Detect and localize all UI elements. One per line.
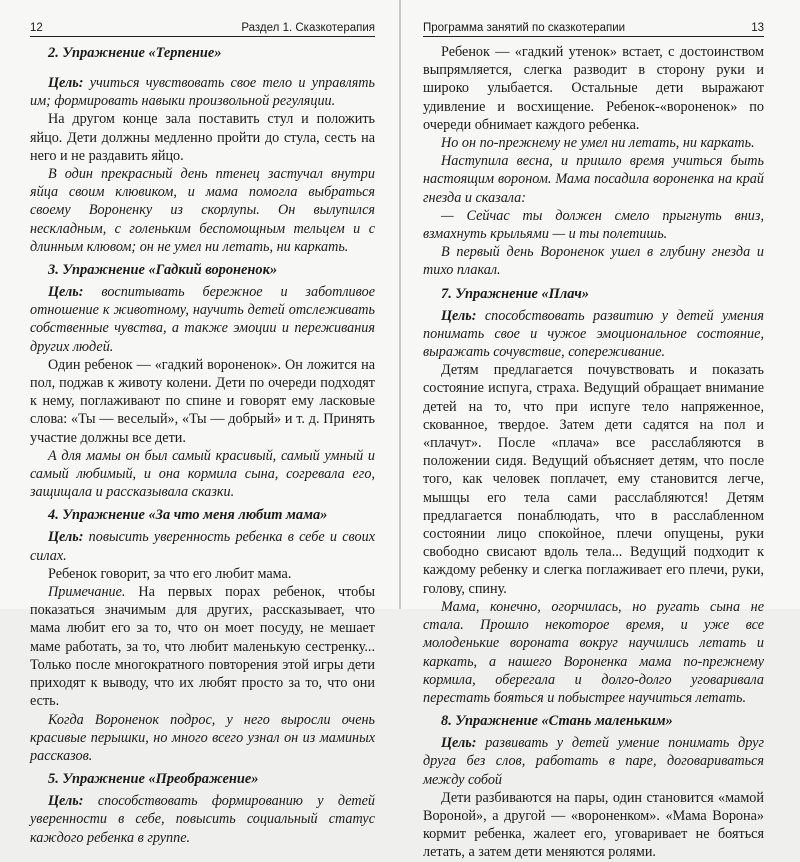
story-paragraph: Когда Вороненок подрос, у него выросли очень красивые перышки, но много всего узнал он из маминых рассказов. [30, 711, 375, 764]
goal-label: Цель: [441, 307, 477, 324]
goal-paragraph [30, 283, 375, 356]
page-number: 12 [30, 22, 43, 34]
left-page [0, 0, 399, 846]
goal-label: Цель: [441, 735, 477, 752]
exercise-heading: 8. Упражнение «Стань маленьким» [441, 713, 673, 730]
goal-paragraph [423, 307, 764, 362]
left-page-content [30, 43, 375, 847]
body-paragraph: Дети разбиваются на пары, один становится «мамой Вороной», а другой — «вороненком». «Мама Ворона» кормит ребенка, жалеет его, уговаривает не бояться летать, а затем дети меняются ролями. [423, 789, 764, 861]
story-paragraph: Наступила весна, и пришло время учиться быть настоящим вороном. Мама посадила вороненка на край гнезда и сказала: [423, 153, 764, 206]
story-paragraph: В первый день Вороненок ушел в глубину гнезда и тихо плакал. [423, 244, 764, 279]
note-text: На первых порах ребенок, чтобы показаться значимым для других, рассказывает, что мама любит его за то, что он моет посуду, не мешает маме работать, за то, что любит маленькую сестренку... Только после многократного повторения этой игры дети приходят к выводу, что их любят просто за то, что они есть. [30, 584, 375, 710]
spacer [30, 66, 375, 74]
page-number: 13 [751, 22, 764, 34]
running-head-title: Программа занятий по сказкотерапии [423, 22, 626, 34]
body-paragraph: Ребенок — «гадкий утенок» встает, с достоинством выпрямляется, слегка разводит в сторону руки и широко улыбается. Остальные дети выражают удивление и восхищение. Ребенок-«вороненок» по очереди обнимает каждого ребенка. [423, 44, 764, 133]
goal-label: Цель: [48, 284, 84, 301]
body-paragraph: Ребенок говорит, за что его любит мама. [48, 565, 292, 582]
running-header [30, 0, 375, 36]
note-label: Примечание. [48, 584, 126, 601]
goal-label: Цель: [48, 529, 84, 546]
exercise-heading: 2. Упражнение «Терпение» [48, 45, 222, 61]
goal-paragraph [30, 74, 375, 110]
body-paragraph: Один ребенок — «гадкий вороненок». Он ложится на пол, поджав к животу колени. Дети по очереди подходят к нему, поглаживают по спине и говорят ему ласковые слова: «Ты — веселый», «Ты — добрый» и т. д. Принять участие должны все дети. [30, 356, 375, 446]
right-page-content [423, 43, 764, 862]
story-paragraph: Мама, конечно, огорчилась, но ругать сына не стала. Прошло некоторое время, и уже все молоденькие вороната вокруг научились летать и каркать, а нашего Вороненка мама по-прежнему кормила, оберегала и долго-долго уговаривала перестать бояться и побыстрее научиться летать. [423, 598, 764, 706]
goal-text: воспитывать бережное и заботливое отношение к животному, научить детей отслеживать собственные чувства, а также эмоции и переживания других людей. [30, 284, 375, 355]
goal-paragraph [30, 528, 375, 564]
right-page [401, 0, 800, 861]
exercise-heading: 4. Упражнение «За что меня любит мама» [48, 507, 328, 524]
note-paragraph [30, 583, 375, 710]
exercise-heading: 7. Упражнение «Плач» [441, 285, 589, 302]
exercise-heading: 3. Упражнение «Гадкий вороненок» [48, 262, 278, 279]
header-rule [423, 36, 764, 37]
header-rule [30, 36, 375, 37]
exercise-heading: 5. Упражнение «Преображение» [48, 771, 259, 788]
running-head-title: Раздел 1. Сказкотерапия [241, 22, 375, 34]
goal-text: развивать у детей умение понимать друг друга без слов, работать в паре, договариваться между собой [423, 735, 764, 788]
goal-text: учиться чувствовать свое тело и управлять им; формировать навыки произвольной регуляции. [30, 75, 375, 110]
story-paragraph: Но он по-прежнему не умел ни летать, ни каркать. [441, 135, 755, 152]
goal-text: способствовать развитию у детей умения понимать свое и чужое эмоциональное состояние, выражать сочувствие, сопереживание. [423, 307, 764, 361]
goal-text: повысить уверенность ребенка в себе и своих силах. [30, 529, 375, 564]
goal-text: способствовать формированию у детей уверенности в себе, повысить социальный статус каждого ребенка в группе. [30, 793, 375, 846]
story-paragraph: В один прекрасный день птенец застучал внутри яйца своим клювиком, и мама помогла выбраться своему Вороненку из скорлупы. Он вылупился нескладным, с голеньким беспомощным тельцем и с длинным клювом; он не умел ни летать, ни каркать. [30, 166, 375, 255]
body-paragraph: На другом конце зала поставить стул и положить яйцо. Дети должны медленно пройти до стула, сесть на него и не раздавить яйцо. [30, 111, 375, 164]
running-header [423, 0, 764, 36]
goal-label: Цель: [48, 793, 84, 810]
goal-paragraph [30, 792, 375, 847]
story-paragraph: — Сейчас ты должен смело прыгнуть вниз, взмахнуть крыльями — и ты полетишь. [423, 207, 764, 243]
goal-label: Цель: [48, 75, 84, 91]
goal-paragraph [423, 734, 764, 789]
body-paragraph: Детям предлагается почувствовать и показать состояние испуга, страха. Ведущий обращает внимание детей на то, что при испуге тело напряженное, скованное, твердое. Затем дети садятся на пол и «плачут». После «плача» все расслабляются в положении сидя. Ведущий объясняет детям, что после того, как человек поплачет, ему становится легче, мышцы его тела сами расслабляются! Детям предлагается понаблюдать, что в расслабленном состоянии лицо спокойное, плечи опущены, руки свободно свисают вдоль тела... Ведущий подходит к каждому ребенку и слегка поглаживает его плечи, руки, голову, спину. [423, 362, 764, 597]
story-paragraph: А для мамы он был самый красивый, самый умный и самый любимый, и она кормила сына, согревала его, защищала и рассказывала сказки. [30, 447, 375, 501]
